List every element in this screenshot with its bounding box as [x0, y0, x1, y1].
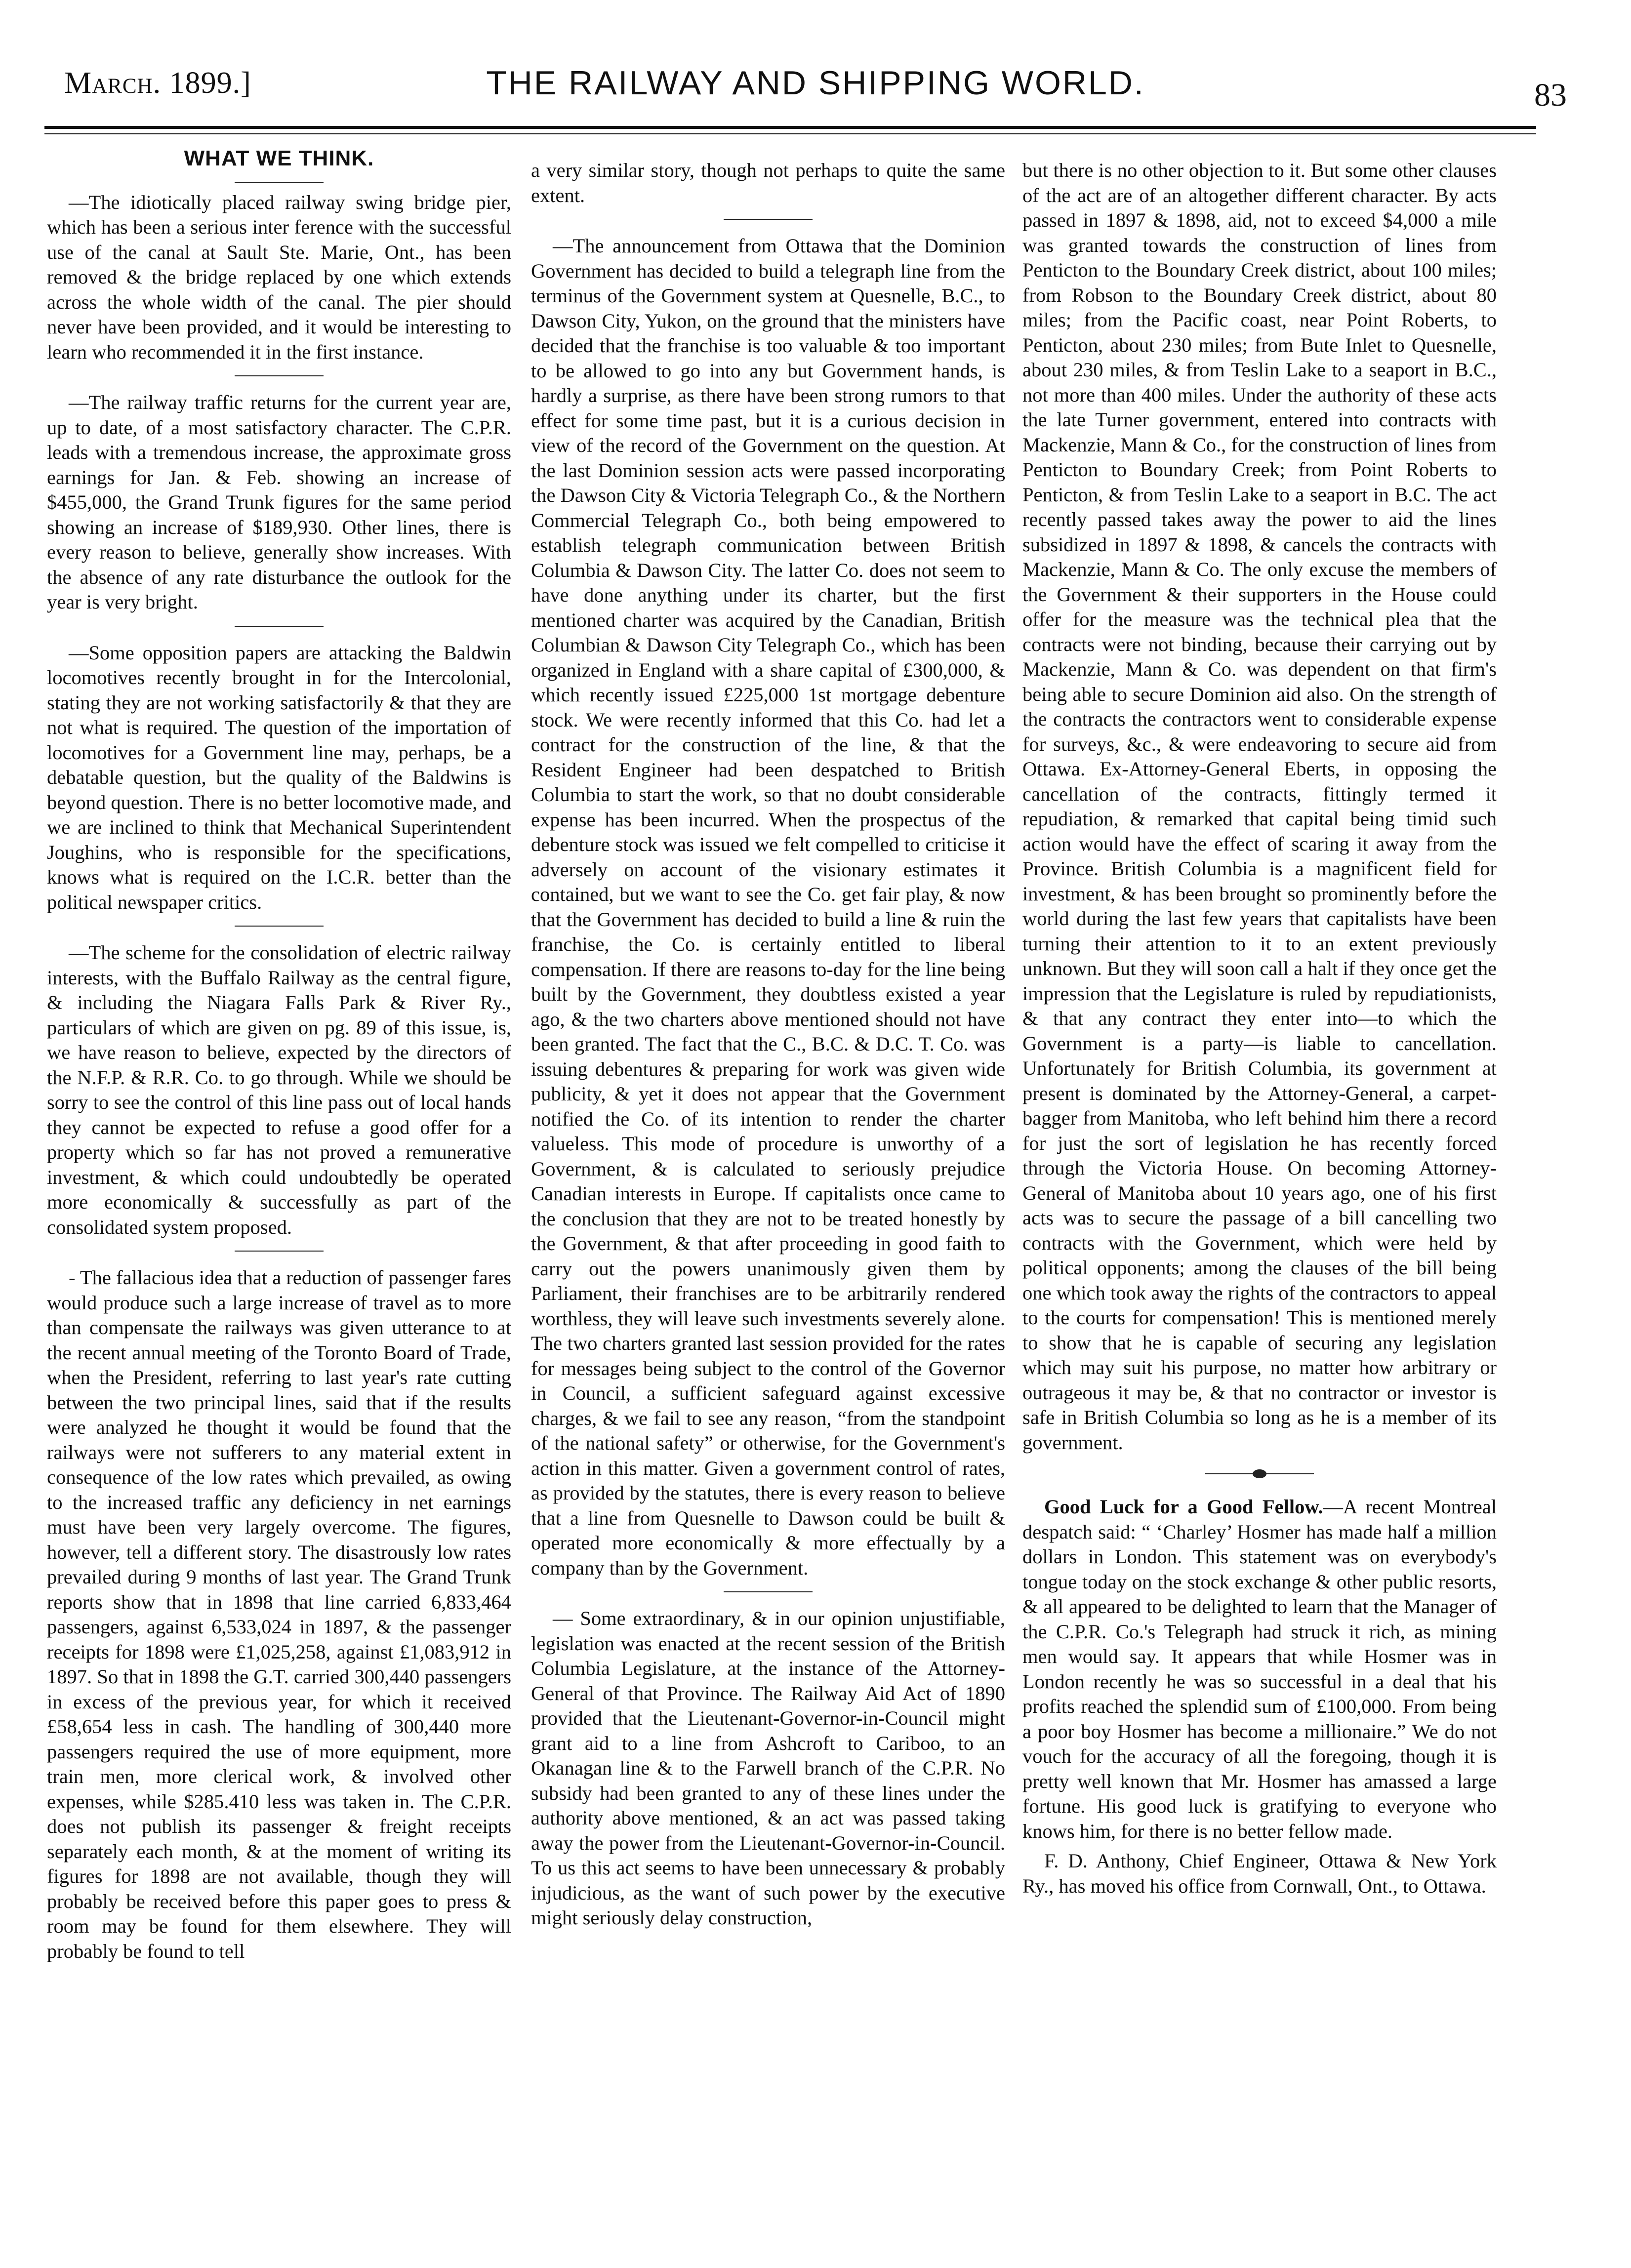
article-bc-legislation-continued: but there is no other objection to it. But some other clauses of the act are of an altogether different character. By acts passed in 1897 & 1898, aid, not to exceed $4,000 a mile was granted towards the construction of lines from Penticton to the Boundary Creek district, about 100 miles; from Robson to the Boundary Creek district, about 80 miles; from the Pacific coast, near Point Roberts, to Penticton, about 230 miles; from Bute Inlet to Quesnelle, about 230 miles, & from Teslin Lake to a seaport in B.C., not more than 400 miles. Under the authority of these acts the late Turner government, entered into contracts with Mackenzie, Mann & Co., for the construction of lines from Penticton to Boundary Creek; from Point Roberts to Penticton, & from Teslin Lake to a seaport in B.C. The act recently passed takes away the power to aid the lines subsidized in 1897 & 1898, & cancels the contracts with Mackenzie, Mann & Co. The only excuse the members of the Government & their supporters in the House could offer for the measure was the technical plea that the contracts were not binding, because their carrying out by Mackenzie, Mann & Co. was dependent on that firm's being able to secure Dominion aid also. On the strength of the contracts the contractors went to considerable expense for surveys, &c., & were endeavoring to secure aid from Ottawa. Ex-Attorney-General Eberts, in opposing the cancellation of the contracts, fittingly termed it repudiation, & remarked that capital being timid such action would have the effect of scaring it away from the Province. British Columbia is a magnificent field for investment, & has been brought so prominently before the world during the last few years that capitalists have been turning their attention to it to an extent previously unknown. But they will soon call a halt if they once get the impression that the Legislature is ruled by repudiationists, & that any contract they enter into—to which the Government is a party—is liable to cancellation. Unfortunately for British Columbia, its government at present is dominated by the Attorney-General, a carpet-bagger from Manitoba, who left behind him there a record for just the sort of legislation he has recently forced through the Victoria House. On becoming Attorney-General of Manitoba about 10 years ago, one of his first acts was to secure the passage of a bill cancelling two contracts with the Government, which were held by political opponents; among the clauses of the bill being one which took away the rights of the contractors to appeal to the courts for compensation! This is mentioned merely to show that he is capable of securing any legislation which may suit his purpose, no matter how arbitrary or outrageous it may be, & that no contractor or investor is safe in British Columbia so long as he is a member of its government. — [1022, 159, 1497, 1454]
column-2 — [531, 158, 1005, 1931]
column-1 — [47, 143, 511, 1964]
header-rule-thick — [44, 126, 1536, 129]
article-anthony: F. D. Anthony, Chief Engineer, Ottawa & New York Ry., has moved his office from Cornwall, Ont., to Ottawa. — [1022, 1850, 1497, 1897]
article-good-luck — [1022, 1495, 1497, 1844]
article-electric-consolidation: —The scheme for the consolidation of electric railway interests, with the Buffalo Railway as the central figure, & including the Niagara Falls Park & River Ry., particulars of which are given on pg. 89 of this issue, is, we have reason to believe, expected by the directors of the N.F.P. & R.R. Co. to go through. While we should be sorry to see the control of this line pass out of local hands they cannot be expected to refuse a good offer for a property which so far has not proved a remunerative investment, & which could undoubtedly be operated more economically & successfully as part of the consolidated system proposed. — [47, 941, 511, 1238]
article-traffic-returns: —The railway traffic returns for the current year are, up to date, of a most satisfactory character. The C.P.R. leads with a tremendous increase, the approximate gross earnings for Jan. & Feb. showing an increase of $455,000, the Grand Trunk figures for the same period showing an increase of $189,930. Other lines, there is every reason to believe, generally show increases. With the absence of any rate disturbance the outlook for the year is very bright. — [47, 391, 511, 613]
article-divider — [235, 375, 324, 376]
header-rule-thin — [44, 133, 1536, 134]
column-3 — [1022, 158, 1497, 1899]
issue-date: March. 1899.] — [64, 66, 251, 100]
article-divider — [235, 926, 324, 927]
article-swing-bridge: —The idiotically placed railway swing bridge pier, which has been a serious inter ference with the successful use of the canal at Sault Ste. Marie, Ont., has been removed & the bridge replaced by one which extends across the whole width of the canal. The pier should never have been provided, and it would be interesting to learn who recommended it in the first instance. — [47, 191, 511, 363]
article-divider — [724, 219, 813, 220]
section-title: WHAT WE THINK. — [184, 146, 374, 170]
article-telegraph-line: —The announcement from Ottawa that the Dominion Government has decided to build a telegraph line from the terminus of the Government system at Quesnelle, B.C., to Dawson City, Yukon, on the ground that the ministers have decided that the franchise is too valuable & too important to be allowed to go into any but Government hands, is hardly a surprise, as there have been strong rumors to that effect for some time past, but it is a curious decision in view of the record of the Government on the question. At the last Dominion session acts were passed incorporating the Dawson City & Victoria Telegraph Co., & the Northern Commercial Telegraph Co., both being empowered to establish telegraph communication between British Columbia & Dawson City. The latter Co. does not seem to have done anything under its charter, but the first mentioned charter was acquired by the Canadian, British Columbian & Dawson City Telegraph Co., which has been organized in England with a share capital of £300,000, & which recently issued £225,000 1st mortgage debenture stock. We were recently informed that this Co. had let a contract for the construction of the line, & that the Resident Engineer had been despatched to British Columbia to start the work, so that no doubt considerable expense has been incurred. When the prospectus of the debenture stock was issued we felt compelled to criticise it adversely on account of the visionary estimates it contained, but we want to see the Co. get fair play, & now that the Government has decided to build a line & ruin the franchise, the Co. is certainly entitled to liberal compensation. If there are reasons to-day for the line being built by the Government, they doubtless existed a year ago, & the two charters above mentioned should not have been granted. The fact that the C., B.C. & D.C. T. Co. was issuing debentures & preparing for work was given wide publicity, & yet it does not appear that the Government notified the Co. of its intention to render the charter valueless. This mode of procedure is unworthy of a Government, & is calculated to seriously prejudice Canadian interests in Europe. If capitalists once came to the conclusion that they are not to be treated honestly by the Government, & that after proceeding in good faith to carry out the powers unanimously given them by Parliament, their franchises are to be arbitrarily rendered worthless, they will leave such investments severely alone. The two charters granted last session provided for the rates for messages being subject to the control of the Governor in Council, a sufficient safeguard against excessive charges, & we fail to see any reason, “from the standpoint of the national safety” or otherwise, for the Government's action in this matter. Given a government control of rates, as provided by the statutes, there is every reason to believe that a line from Quesnelle to Dawson could be built & operated more economically & more effectually by a company than by the Government. — [531, 235, 1005, 1579]
running-header — [64, 57, 1567, 111]
good-luck-heading: Good Luck for a Good Fellow. — [1044, 1496, 1323, 1518]
good-luck-text: —A recent Montreal despatch said: “ ‘Charley’ Hosmer has made half a million dollars in London. This statement was on everybody's tongue today on the stock exchange & other public resorts, & all appeared to be delighted to learn that the Manager of the C.P.R. Co.'s Telegraph had struck it rich, as mining men would say. It appears that while Hosmer was in London recently he was so successful in a deal that his profits reached the splendid sum of £100,000. From being a poor boy Hosmer has become a millionaire.” We do not vouch for the accuracy of all the foregoing, though it is pretty well known that Mr. Hosmer has amassed a large fortune. His good luck is gratifying to everyone who knows him, for there is no better fellow made. — [1022, 1496, 1497, 1842]
article-divider — [724, 1591, 813, 1592]
article-baldwin-locomotives: —Some opposition papers are attacking the Baldwin locomotives recently brought in for the Intercolonial, stating they are not working satisfactorily & that they are not what is required. The question of the importation of locomotives for a Government line may, perhaps, be a debatable question, but the quality of the Baldwins is beyond question. There is no better locomotive made, and we are inclined to think that Mechanical Superintendent Joughins, who is responsible for the specifications, knows what is required on the I.C.R. better than the political newspaper critics. — [47, 641, 511, 913]
publication-title: THE RAILWAY AND SHIPPING WORLD. — [486, 64, 1145, 102]
ornamental-divider — [1205, 1468, 1314, 1480]
page-number: 83 — [1534, 77, 1567, 113]
article-divider — [235, 626, 324, 627]
article-passenger-fares-continued: a very similar story, though not perhaps to quite the same extent. — [531, 159, 1005, 206]
article-passenger-fares: - The fallacious idea that a reduction of passenger fares would produce such a large increase of travel as to more than compensate the railways was given utterance to at the recent annual meeting of the Toronto Board of Trade, when the President, referring to last year's rate cutting between the two principal lines, said that if the results were analyzed he thought it would be found that the railways were not sufferers to any material extent in consequence of the low rates which prevailed, as owing to the increased traffic any deficiency in net earnings must have been very largely overcome. The figures, however, tell a different story. The disastrously low rates prevailed during 9 months of last year. The Grand Trunk reports show that in 1898 that line carried 6,833,464 passengers, against 6,533,024 in 1897, & the passenger receipts for 1898 were £1,025,258, against £1,083,912 in 1897. So that in 1898 the G.T. carried 300,440 passengers in excess of the previous year, for which it received £58,654 less in cash. The handling of 300,440 more passengers required the use of more equipment, more train men, more clerical work, & involved other expenses, while $285.410 less was taken in. The C.P.R. does not publish its passenger & freight receipts separately each month, & at the moment of writing its figures for 1898 are not available, though they will probably be received before this paper goes to press & room may be found for them elsewhere. They will probably be found to tell — [47, 1266, 511, 1962]
article-bc-legislation: — Some extraordinary, & in our opinion unjustifiable, legislation was enacted at the recent session of the British Columbia Legislature, at the instance of the Attorney-General of that Province. The Railway Aid Act of 1890 provided that the Lieutenant-Governor-in-Council might grant aid to a line from Ashcroft to Cariboo, to an Okanagan line & to the Farwell branch of the C.P.R. No subsidy had been granted to any of these lines under the authority above mentioned, & an act was passed taking away the power from the Lieutenant-Governor-in-Council. To us this act seems to have been unnecessary & probably injudicious, as the want of such power by the executive might seriously delay construction, — [531, 1607, 1005, 1929]
section-divider — [235, 182, 324, 183]
article-divider — [235, 1251, 324, 1252]
